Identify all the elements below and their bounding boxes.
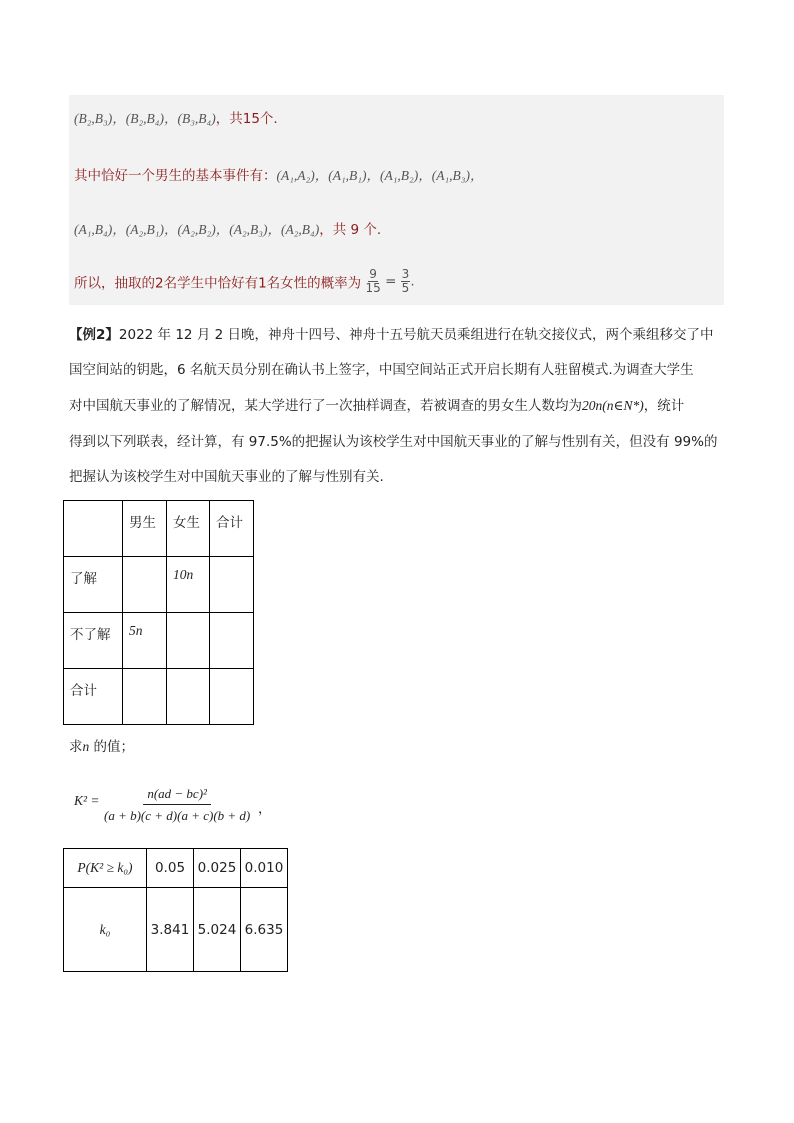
table-cell: 男生 — [123, 501, 167, 557]
table-cell: 0.010 — [241, 849, 288, 888]
formula-numerator: n(ad − bc)² — [143, 786, 211, 805]
table-row — [64, 669, 254, 725]
solution-count: ，共15个. — [215, 111, 278, 127]
solution-line-2 — [74, 164, 483, 184]
math-20n: 20n(n∈N*) — [582, 398, 644, 413]
solution-text: 所以，抽取的2名学生中恰好有1名女性的概率为 — [74, 275, 362, 292]
table-cell — [64, 501, 123, 557]
table-cell: 5n — [123, 613, 167, 669]
solution-pairs: (B₂,B₃)，(B₂,B₄)，(B₃,B₄) — [74, 111, 216, 126]
contingency-table — [63, 500, 254, 725]
table-cell — [210, 557, 254, 613]
table-cell — [123, 557, 167, 613]
table-cell: 合计 — [210, 501, 254, 557]
table-row — [64, 849, 288, 888]
question-line: 求n 的值； — [69, 739, 135, 755]
table-cell — [167, 613, 210, 669]
example-tag: 【例2】 — [69, 327, 119, 343]
table-cell — [210, 613, 254, 669]
formula-tail: ， — [258, 801, 272, 817]
table-cell: 0.025 — [194, 849, 241, 888]
solution-pairs: (A₁,A₂)，(A₁,B₁)，(A₁,B₂)，(A₁,B₃)， — [276, 168, 484, 183]
table-cell: k₀ — [64, 888, 147, 972]
example-line-2: 国空间站的钥匙，6 名航天员分别在确认书上签字，中国空间站正式开启长期有人驻留模式.为调查大学生 — [69, 362, 694, 378]
table-cell: 3.841 — [147, 888, 194, 972]
table-cell — [210, 669, 254, 725]
table-cell: 不了解 — [64, 613, 123, 669]
solution-count: ，共 9 个. — [319, 222, 382, 238]
table-row — [64, 501, 254, 557]
formula-lhs: K² = — [74, 793, 100, 808]
table-cell: 女生 — [167, 501, 210, 557]
table-cell — [123, 669, 167, 725]
solution-line-3 — [74, 218, 381, 238]
table-cell: 10n — [167, 557, 210, 613]
fraction-3-5: $\frac{3}{5}$ — [401, 267, 410, 296]
table-row — [64, 557, 254, 613]
example-line-1: 【例2】2022 年 12 月 2 日晚，神舟十四号、神舟十五号航天员乘组进行在轨交接仪式，两个乘组移交了中 — [69, 327, 714, 343]
example-line-5: 把握认为该校学生对中国航天事业的了解与性别有关. — [69, 469, 384, 485]
formula-denominator: (a + b)(c + d)(a + c)(b + d) — [104, 808, 251, 823]
table-cell: 0.05 — [147, 849, 194, 888]
table-row — [64, 613, 254, 669]
table-cell: 5.024 — [194, 888, 241, 972]
fraction-9-15: $\frac{9}{15}$ — [365, 267, 381, 296]
table-cell: 了解 — [64, 557, 123, 613]
table-cell — [167, 669, 210, 725]
table-cell: 合计 — [64, 669, 123, 725]
table-cell: 6.635 — [241, 888, 288, 972]
table-row — [64, 888, 288, 972]
critical-value-table — [63, 848, 288, 972]
table-cell: P(K² ≥ k₀) — [64, 849, 147, 888]
solution-text: 其中恰好一个男生的基本事件有： — [74, 168, 277, 184]
solution-line-4: 所以，抽取的2名学生中恰好有1名女性的概率为 $\frac{9}{15}$ = $\frac{3}{5}$ . — [74, 267, 415, 296]
solution-pairs: (A₁,B₄)，(A₂,B₁)，(A₂,B₂)，(A₂,B₃)，(A₂,B₄) — [74, 222, 320, 237]
formula-fraction — [104, 786, 250, 824]
example-line-3: 对中国航天事业的了解情况，某大学进行了一次抽样调查，若被调查的男女生人数均为20n(n∈N*)，统计 — [69, 398, 685, 414]
solution-line-1 — [74, 107, 278, 127]
example-line-4: 得到以下列联表，经计算，有 97.5%的把握认为该校学生对中国航天事业的了解与性别有关，但没有 99%的 — [69, 434, 718, 450]
